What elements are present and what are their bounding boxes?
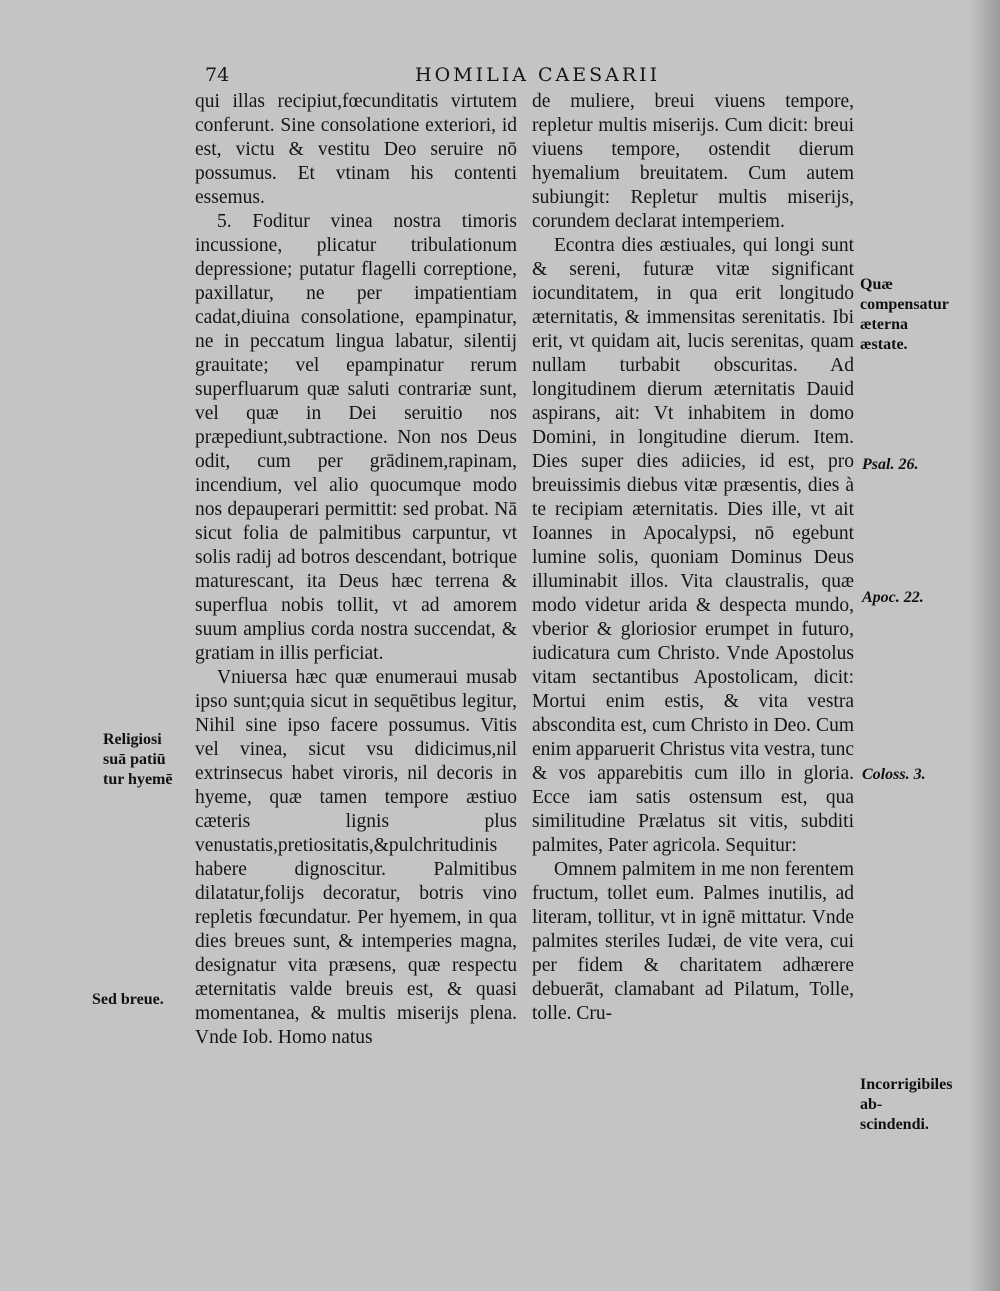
right-column: [532, 90, 854, 1026]
right-paragraph-2: Econtra dies æstiuales, qui longi sunt & sereni, futuræ vitæ significant iocunditatem, in qua erit longitudo æternitatis, & immensitas serenitatis. Ibi erit, vt quidam ait, lucis serenitas, quam nullam turbabit obscuritas. Ad longitudinem dierum æternitatis Dauid aspirans, ait: Vt inhabitem in domo Domini, in longitudine dierum. Item. Dies super dies adiicies, id est, pro breuissimis diebus vitæ præsentis, dies à te recipiam æternitatis. Dies ille, vt ait Ioannes in Apocalypsi, nō egebunt lumine solis, quoniam Dominus Deus illuminabit illos. Vita claustralis, quæ modo videtur arida & despecta mundo, vberior & gloriosior erumpet in futuro, iudicatura cum Christo. Vnde Apostolus vitam sectantibus Apostolicam, dicit: Mortui enim estis, & vita vestra abscondita est, cum Christo in Deo. Cum enim apparuerit Christus vita vestra, tunc & vos apparebitis cum illo in gloria. Ecce iam satis ostensum est, qua similitudine Prælatus sit vitis, subditi palmites, Pater agricola. Sequitur:: [532, 235, 854, 856]
margin-note-apoc: Apoc. 22.: [862, 589, 924, 606]
running-head: HOMILIA CAESARII: [415, 64, 661, 86]
page-number: 74: [205, 64, 230, 86]
left-paragraph-3: Vniuersa hæc quæ enumeraui musab ipso sunt;quia sicut in sequētibus legitur, Nihil sine ipso facere possumus. Vitis vel vinea, sicut vsu didicimus,nil extrinsecus habet viroris, nil decoris in hyeme, quæ tamen tempore æstiuo cæteris lignis plus venustatis,pretiositatis,&pulchritudinis habere dignoscitur. Palmitibus dilatatur,folijs decoratur, botris vino repletis fœcundatur. Per hyemem, in qua dies breues sunt, & intemperies magna, designatur vita præsens, quæ respectu æternitatis valde breuis est, & quasi momentanea, & multis miserijs plena. Vnde Iob. Homo natus: [195, 667, 517, 1048]
right-paragraph-1: de muliere, breui viuens tempore, repletur multis miserijs. Cum dicit: breui viuens tempore, ostendit dierum hyemalium breuitatem. Cum autem subiungit: Repletur multis miserijs, corundem declarat intemperiem.: [532, 91, 854, 232]
left-column: [195, 90, 517, 1050]
left-paragraph-2: 5. Foditur vinea nostra timoris incussione, plicatur tribulationum depressione; putatur flagelli correptione, paxillatur, ne per impatientiam cadat,diuina consolatione, epampinatur, ne in peccatum lingua labatur, silentij grauitate; vel epampinatur rerum superfluarum quæ saluti contrariæ sunt, vel quæ in Dei seruitio nos præpediunt,subtractione. Non nos Deus odit, cum per grādinem,rapinam, incendium, vel alio quocumque modo nos depauperari permittit: sed probat. Nā sicut folia de palmitibus carpuntur, vt solis radij ad botros descendant, botrique maturescant, ita Deus hæc terrena & superflua nobis tollit, vt ad amorem suum amplius corda nostra succendat, & gratiam in illis perficiat.: [195, 211, 517, 664]
margin-note-coloss: Coloss. 3.: [862, 766, 926, 783]
page-header: [205, 60, 675, 90]
page-edge-shadow: [970, 0, 1000, 1291]
margin-note-psal: Psal. 26.: [862, 456, 919, 473]
margin-note-sed-breue: Sed breue.: [92, 991, 164, 1008]
right-paragraph-3: Omnem palmitem in me non ferentem fructum, tollet eum. Palmes inutilis, ad literam, tollitur, vt in ignē mittatur. Vnde palmites steriles Iudæi, de vite vera, cui per fidem & charitatem adhærere debuerāt, clamabant ad Pilatum, Tolle, tolle. Cru-: [532, 859, 854, 1024]
margin-note-incorrigibiles: Incorrigibiles ab- scindendi.: [860, 1076, 953, 1133]
margin-note-religiosi: Religiosi suā patiū tur hyemē: [103, 731, 173, 788]
margin-note-quae-compensatur: Quæ compensatur æterna æstate.: [860, 276, 949, 353]
left-paragraph-1: qui illas recipiut,fœcunditatis virtutem conferunt. Sine consolatione exteriori, id est, victu & vestitu Deo seruire nō possumus. Et vtinam his contenti essemus.: [195, 91, 517, 208]
